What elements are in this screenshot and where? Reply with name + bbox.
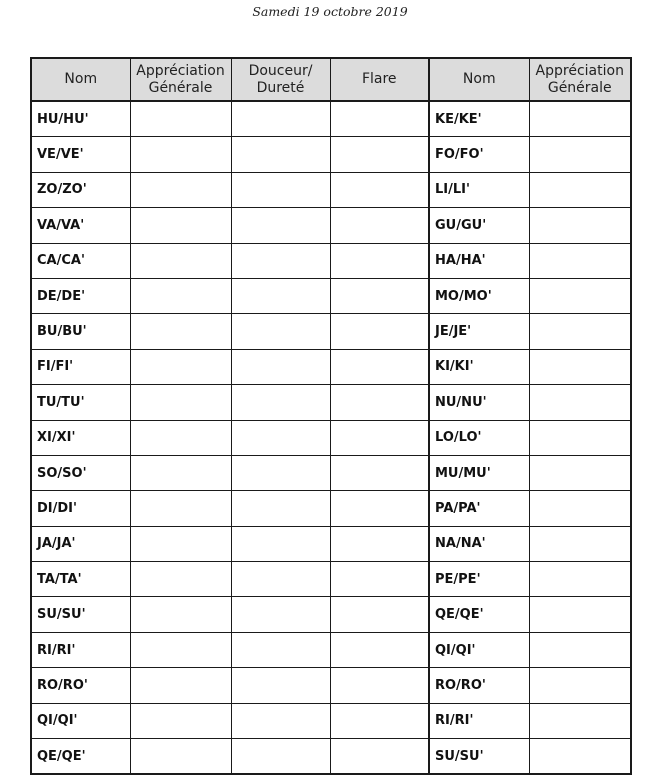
- appreciation-cell-2[interactable]: [529, 172, 631, 207]
- column-header-line: Générale: [148, 79, 213, 96]
- sample-name-right: RO/RO': [429, 668, 529, 703]
- douceur-durete-cell[interactable]: [231, 562, 330, 597]
- douceur-durete-cell[interactable]: [231, 278, 330, 313]
- appreciation-cell-2[interactable]: [529, 243, 631, 278]
- sample-name-right: QE/QE': [429, 597, 529, 632]
- column-header-line: Générale: [547, 79, 612, 96]
- table-row: [31, 172, 631, 207]
- sample-name-left: DE/DE': [31, 278, 130, 313]
- column-header-nom: [31, 58, 130, 101]
- column-header-line: Nom: [462, 71, 496, 87]
- table-row: [31, 420, 631, 455]
- column-header-line: Dureté: [256, 79, 305, 96]
- sample-name-left: CA/CA': [31, 243, 130, 278]
- flare-cell[interactable]: [330, 172, 429, 207]
- appreciation-cell[interactable]: [130, 172, 231, 207]
- sample-name-left: FI/FI': [31, 349, 130, 384]
- column-header-line: Flare: [361, 71, 397, 87]
- sample-name-right: FO/FO': [429, 137, 529, 172]
- appreciation-cell[interactable]: [130, 455, 231, 490]
- douceur-durete-cell[interactable]: [231, 526, 330, 561]
- sample-name-right: PA/PA': [429, 491, 529, 526]
- appreciation-cell-2[interactable]: [529, 314, 631, 349]
- appreciation-cell[interactable]: [130, 703, 231, 738]
- appreciation-cell-2[interactable]: [529, 420, 631, 455]
- sample-name-right: MU/MU': [429, 455, 529, 490]
- column-header-line: Douceur/: [248, 62, 313, 79]
- appreciation-cell-2[interactable]: [529, 208, 631, 243]
- table-row: [31, 562, 631, 597]
- douceur-durete-cell[interactable]: [231, 491, 330, 526]
- appreciation-cell-2[interactable]: [529, 597, 631, 632]
- appreciation-cell-2[interactable]: [529, 101, 631, 137]
- douceur-durete-cell[interactable]: [231, 172, 330, 207]
- sample-name-left: XI/XI': [31, 420, 130, 455]
- flare-cell[interactable]: [330, 349, 429, 384]
- sample-name-left: RO/RO': [31, 668, 130, 703]
- sample-name-right: HA/HA': [429, 243, 529, 278]
- table-row: [31, 668, 631, 703]
- appreciation-cell[interactable]: [130, 526, 231, 561]
- appreciation-cell[interactable]: [130, 632, 231, 667]
- sample-name-left: DI/DI': [31, 491, 130, 526]
- douceur-durete-cell[interactable]: [231, 137, 330, 172]
- table-row: [31, 278, 631, 313]
- appreciation-cell-2[interactable]: [529, 632, 631, 667]
- flare-cell[interactable]: [330, 597, 429, 632]
- appreciation-cell-2[interactable]: [529, 278, 631, 313]
- table-row: [31, 597, 631, 632]
- douceur-durete-cell[interactable]: [231, 243, 330, 278]
- sample-name-left: RI/RI': [31, 632, 130, 667]
- sample-name-right: MO/MO': [429, 278, 529, 313]
- column-header-flare: [330, 58, 429, 101]
- table-row: [31, 455, 631, 490]
- appreciation-cell[interactable]: [130, 597, 231, 632]
- sample-name-right: KI/KI': [429, 349, 529, 384]
- douceur-durete-cell[interactable]: [231, 349, 330, 384]
- sample-name-right: NA/NA': [429, 526, 529, 561]
- table-row: [31, 703, 631, 738]
- table-row: [31, 314, 631, 349]
- appreciation-cell-2[interactable]: [529, 349, 631, 384]
- flare-cell[interactable]: [330, 739, 429, 775]
- sample-name-left: VE/VE': [31, 137, 130, 172]
- douceur-durete-cell[interactable]: [231, 385, 330, 420]
- appreciation-cell[interactable]: [130, 349, 231, 384]
- column-header-line: Nom: [64, 71, 98, 87]
- sample-name-left: BU/BU': [31, 314, 130, 349]
- sample-name-right: SU/SU': [429, 739, 529, 775]
- sample-name-right: PE/PE': [429, 562, 529, 597]
- sample-name-left: QI/QI': [31, 703, 130, 738]
- flare-cell[interactable]: [330, 101, 429, 137]
- sample-name-left: JA/JA': [31, 526, 130, 561]
- sample-name-left: VA/VA': [31, 208, 130, 243]
- sample-name-left: TU/TU': [31, 385, 130, 420]
- appreciation-cell[interactable]: [130, 208, 231, 243]
- table-row: [31, 526, 631, 561]
- flare-cell[interactable]: [330, 491, 429, 526]
- sample-name-left: HU/HU': [31, 101, 130, 137]
- appreciation-cell[interactable]: [130, 562, 231, 597]
- flare-cell[interactable]: [330, 243, 429, 278]
- flare-cell[interactable]: [330, 703, 429, 738]
- column-header-appreciation-2: [529, 58, 631, 101]
- sample-name-right: GU/GU': [429, 208, 529, 243]
- appreciation-cell[interactable]: [130, 101, 231, 137]
- column-header-line: Appréciation: [535, 62, 624, 79]
- sample-name-right: NU/NU': [429, 385, 529, 420]
- appreciation-cell-2[interactable]: [529, 491, 631, 526]
- douceur-durete-cell[interactable]: [231, 455, 330, 490]
- sample-name-left: ZO/ZO': [31, 172, 130, 207]
- douceur-durete-cell[interactable]: [231, 314, 330, 349]
- table-row: [31, 739, 631, 775]
- sample-name-right: KE/KE': [429, 101, 529, 137]
- column-header-douceur: [231, 58, 330, 101]
- table-row: [31, 385, 631, 420]
- session-date: Samedi 19 octobre 2019: [252, 4, 408, 19]
- appreciation-cell-2[interactable]: [529, 562, 631, 597]
- flare-cell[interactable]: [330, 208, 429, 243]
- flare-cell[interactable]: [330, 420, 429, 455]
- column-header-nom-2: [429, 58, 529, 101]
- douceur-durete-cell[interactable]: [231, 668, 330, 703]
- douceur-durete-cell[interactable]: [231, 420, 330, 455]
- sample-name-right: LI/LI': [429, 172, 529, 207]
- appreciation-cell[interactable]: [130, 278, 231, 313]
- appreciation-cell-2[interactable]: [529, 668, 631, 703]
- appreciation-cell[interactable]: [130, 385, 231, 420]
- table-row: [31, 101, 631, 137]
- appreciation-cell-2[interactable]: [529, 385, 631, 420]
- flare-cell[interactable]: [330, 455, 429, 490]
- appreciation-cell[interactable]: [130, 420, 231, 455]
- evaluation-table: [30, 57, 632, 775]
- sample-name-left: QE/QE': [31, 739, 130, 775]
- sample-name-right: LO/LO': [429, 420, 529, 455]
- douceur-durete-cell[interactable]: [231, 208, 330, 243]
- sample-name-left: TA/TA': [31, 562, 130, 597]
- column-header-appreciation: [130, 58, 231, 101]
- appreciation-cell[interactable]: [130, 739, 231, 775]
- column-header-line: Appréciation: [136, 62, 225, 79]
- table-row: [31, 137, 631, 172]
- douceur-durete-cell[interactable]: [231, 101, 330, 137]
- appreciation-cell-2[interactable]: [529, 526, 631, 561]
- douceur-durete-cell[interactable]: [231, 632, 330, 667]
- flare-cell[interactable]: [330, 137, 429, 172]
- sample-name-right: RI/RI': [429, 703, 529, 738]
- appreciation-cell[interactable]: [130, 314, 231, 349]
- table-row: [31, 632, 631, 667]
- appreciation-cell-2[interactable]: [529, 739, 631, 775]
- flare-cell[interactable]: [330, 526, 429, 561]
- table-row: [31, 243, 631, 278]
- flare-cell[interactable]: [330, 562, 429, 597]
- table-row: [31, 349, 631, 384]
- appreciation-cell-2[interactable]: [529, 137, 631, 172]
- sample-name-left: SO/SO': [31, 455, 130, 490]
- douceur-durete-cell[interactable]: [231, 703, 330, 738]
- appreciation-cell[interactable]: [130, 243, 231, 278]
- table-row: [31, 491, 631, 526]
- sample-name-right: QI/QI': [429, 632, 529, 667]
- flare-cell[interactable]: [330, 632, 429, 667]
- appreciation-cell-2[interactable]: [529, 703, 631, 738]
- sample-name-right: JE/JE': [429, 314, 529, 349]
- flare-cell[interactable]: [330, 668, 429, 703]
- table-row: [31, 208, 631, 243]
- appreciation-cell-2[interactable]: [529, 455, 631, 490]
- douceur-durete-cell[interactable]: [231, 739, 330, 775]
- flare-cell[interactable]: [330, 385, 429, 420]
- douceur-durete-cell[interactable]: [231, 597, 330, 632]
- flare-cell[interactable]: [330, 314, 429, 349]
- flare-cell[interactable]: [330, 278, 429, 313]
- table-header-row: [31, 58, 631, 101]
- appreciation-cell[interactable]: [130, 491, 231, 526]
- appreciation-cell[interactable]: [130, 137, 231, 172]
- appreciation-cell[interactable]: [130, 668, 231, 703]
- sample-name-left: SU/SU': [31, 597, 130, 632]
